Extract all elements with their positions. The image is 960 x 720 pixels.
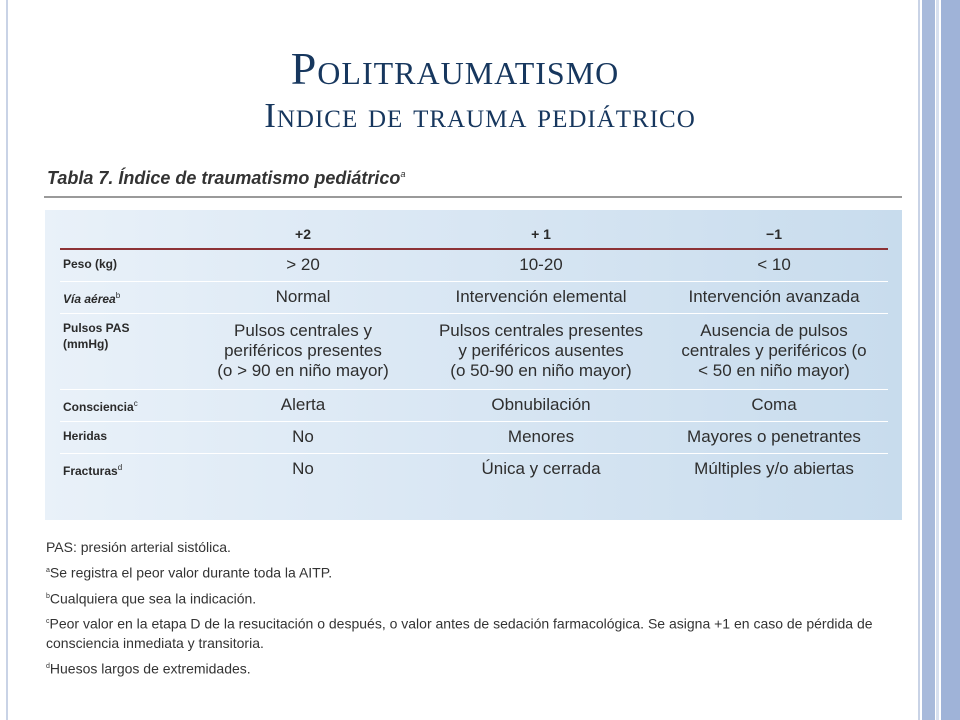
row-label-mark: b	[115, 290, 121, 300]
footnote-text: Peor valor en la etapa D de la resucitación o después, o valor antes de sedación farmacológica. Se asigna +1 en caso de pérdida de consciencia inmediata y transitoria.	[46, 615, 873, 651]
row-label	[60, 281, 184, 313]
footnote	[46, 561, 896, 583]
table-header-row	[60, 220, 888, 249]
table-cell: < 10	[660, 249, 888, 281]
table-footnotes	[46, 538, 896, 683]
caption-rule	[44, 196, 902, 198]
row-label-text: Vía aérea	[63, 291, 116, 306]
table-cell: Única y cerrada	[481, 459, 601, 479]
table-row	[60, 453, 888, 485]
table-cell: Normal	[184, 281, 422, 313]
table-cell: Intervención elemental	[422, 281, 660, 313]
table-cell: Mayores o penetrantes	[660, 421, 888, 453]
row-label-text: Peso (kg)	[63, 257, 118, 271]
table-row	[60, 389, 888, 421]
footnote-text: Cualquiera que sea la indicación.	[49, 590, 257, 607]
footnote	[46, 587, 896, 609]
table-cell: Pulsos centrales y periféricos presentes (o > 90 en niño mayor)	[184, 313, 422, 389]
row-label-text: Heridas	[63, 428, 108, 443]
footnote-text: PAS: presión arterial sistólica.	[46, 539, 231, 555]
row-label	[60, 389, 184, 421]
table-caption	[47, 168, 405, 189]
slide-subtitle: Indice de trauma pediátrico	[264, 96, 696, 135]
table-cell: Múltiples y/o abiertas	[694, 459, 854, 479]
footnote-mark: d	[46, 662, 50, 670]
footnote	[46, 538, 896, 557]
footnote-text: Se registra el peor valor durante toda la AITP.	[49, 564, 333, 581]
row-label-text: Consciencia	[63, 399, 134, 414]
trauma-index-table-box	[45, 210, 902, 520]
table-row	[60, 281, 888, 313]
table-cell: Alerta	[184, 389, 422, 421]
row-label	[60, 421, 184, 453]
table-cell: Coma	[660, 389, 888, 421]
table-cell: > 20	[184, 249, 422, 281]
slide-title: Politraumatismo	[290, 43, 620, 94]
table-cell: Pulsos centrales presentes y periféricos ausentes (o 50-90 en niño mayor)	[422, 313, 660, 389]
table-cell: No	[184, 421, 422, 453]
row-label-mark: d	[117, 462, 123, 472]
table-row	[60, 249, 888, 281]
footnote-text: Huesos largos de extremidades.	[49, 660, 251, 677]
table-caption-mark: a	[400, 169, 406, 179]
footnote-mark: c	[46, 618, 50, 626]
row-label	[60, 453, 184, 485]
trauma-index-table	[60, 220, 888, 485]
footnote-mark: a	[46, 567, 50, 574]
table-cell: Obnubilación	[422, 389, 660, 421]
table-cell: Menores	[422, 421, 660, 453]
table-row	[60, 313, 888, 389]
table-cell: Ausencia de pulsos centrales y periféricos (o < 50 en niño mayor)	[660, 313, 888, 389]
table-row	[60, 421, 888, 453]
table-cell: 10-20	[422, 249, 660, 281]
table-header-cell: + 1	[422, 220, 660, 249]
table-header-cell: +2	[184, 220, 422, 249]
footnote-mark: b	[46, 592, 50, 600]
table-cell: Intervención avanzada	[660, 281, 888, 313]
row-label	[60, 249, 184, 281]
table-cell: No	[292, 459, 314, 479]
row-label-text: Fracturas	[63, 463, 118, 478]
row-label: Pulsos PAS (mmHg)	[60, 313, 184, 389]
footnote	[46, 612, 896, 653]
table-header-cell	[60, 220, 184, 249]
table-caption-text: Tabla 7. Índice de traumatismo pediátrico	[47, 168, 401, 188]
table-header-cell: −1	[660, 220, 888, 249]
footnote	[46, 657, 896, 679]
row-label-mark: c	[133, 398, 138, 408]
